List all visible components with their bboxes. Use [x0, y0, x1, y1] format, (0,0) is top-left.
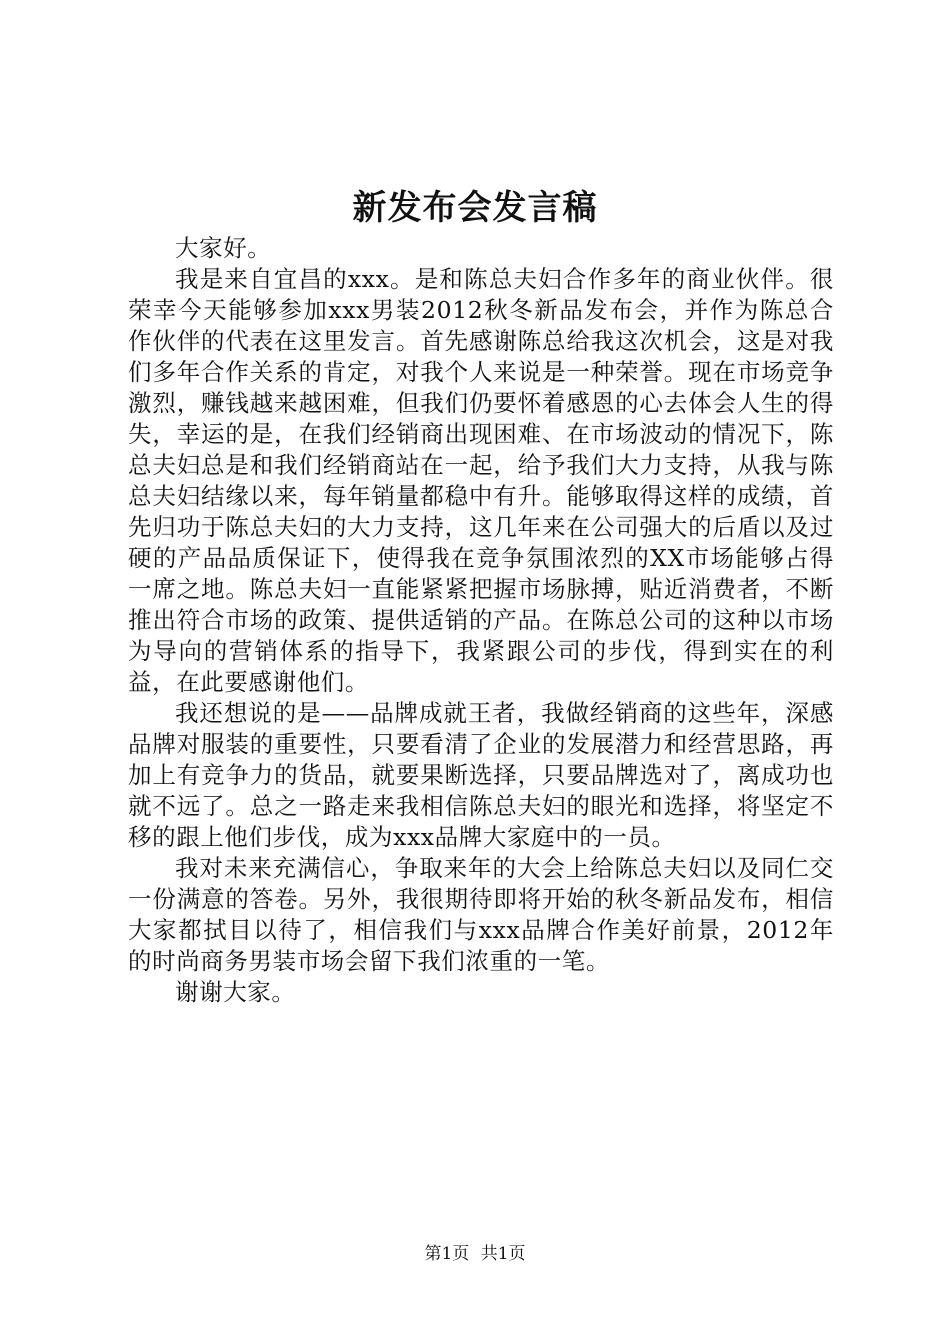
document-title: 新发布会发言稿: [352, 188, 598, 228]
paragraph-greeting: 大家好。: [175, 234, 272, 262]
page-number-total: 共1页: [480, 1244, 526, 1264]
page-number-current: 第1页: [424, 1244, 470, 1264]
paragraph-closing: 谢谢大家。: [175, 978, 296, 1006]
paragraph-introduction: 我是来自宜昌的xxx。是和陈总夫妇合作多年的商业伙伴。很荣幸今天能够参加xxx男装2012秋冬新品发布会，并作为陈总合作伙伴的代表在这里发言。首先感谢陈总给我这次机会，这是对我们多年合作关系的肯定，对我个人来说是一种荣誉。现在市场竞争激烈，赚钱越来越困难，但我们仍要怀着感恩的心去体会人生的得失，幸运的是，在我们经销商出现困难、在市场波动的情况下，陈总夫妇总是和我们经销商站在一起，给予我们大力支持，从我与陈总夫妇结缘以来，每年销量都稳中有升。能够取得这样的成绩，首先归功于陈总夫妇的大力支持，这几年来在公司强大的后盾以及过硬的产品品质保证下，使得我在竞争氛围浓烈的XX市场能够占得一席之地。陈总夫妇一直能紧紧把握市场脉搏，贴近消费者，不断推出符合市场的政策、提供适销的产品。在陈总公司的这种以市场为导向的营销体系的指导下，我紧跟公司的步伐，得到实在的利益，在此要感谢他们。: [128, 265, 834, 696]
paragraph-brand: 我还想说的是——品牌成就王者，我做经销商的这些年，深感品牌对服装的重要性，只要看清了企业的发展潜力和经营思路，再加上有竞争力的货品，就要果断选择，只要品牌选对了，离成功也就不远了。总之一路走来我相信陈总夫妇的眼光和选择，将坚定不移的跟上他们步伐，成为xxx品牌大家庭中的一员。: [128, 699, 834, 851]
document-body: [128, 233, 834, 1008]
paragraph-future: 我对未来充满信心，争取来年的大会上给陈总夫妇以及同仁交一份满意的答卷。另外，我很期待即将开始的秋冬新品发布，相信大家都拭目以待了，相信我们与xxx品牌合作美好前景，2012年的时尚商务男装市场会留下我们浓重的一笔。: [128, 854, 834, 975]
page-footer: [0, 1242, 950, 1266]
